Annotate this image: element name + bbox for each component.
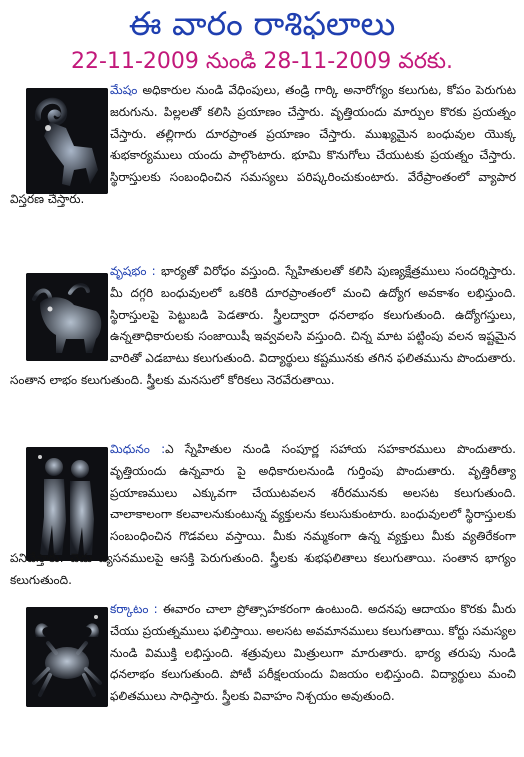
sign-prediction-text: ఈవారం చాలా ప్రోత్సాహకరంగా ఉంటుంది. అదనపు ఆదాయం కొరకు మీరు చేయు ప్రయత్నములు ఫలిస్తాయి. అలసట అవమానములు కలుగుతాయి. కోర్టు సమస్యల నుండి విముక్తి లభిస్తుంది. శత్రువులు మిత్రులుగా మారుతారు. భార్య తరుపు నుండి ధనలాభం కలుగుతుంది. పోటీ పరీక్షలయందు విజయం లభిస్తుంది. విద్యార్థులు మంచి ఫలితములు సాధిస్తారు. స్త్రీలకు వివాహం నిశ్చయం అవుతుంది.	[110, 602, 516, 704]
sign-text-block	[10, 599, 516, 708]
sign-label-taurus: వృషభం :	[110, 264, 156, 278]
page-title: ఈ వారం రాశిఫలాలు	[128, 4, 396, 43]
sign-prediction-text: ఎ స్నేహితుల నుండి సంపూర్ణ సహాయ సహకారములు పొందుతారు. వృత్తియందు ఉన్నవారు పై అధికారులనుండి గుర్తింపు పొందుతారు. వృత్తిరీత్యా ప్రయాణములు ఎక్కువగా చేయుటవలన శరీరమునకు అలసట కలుగుతుంది. చాలాకాలంగా కలవాలనుకుంటున్న వ్యక్తులను కలుసుకుంటారు. బంధువులలో స్థిరాస్తులకు సంబంధించిన గొడవలు వస్తాయి. మీకు నమ్మకంగా ఉన్న వ్యక్తులు మీకు వ్యతిరేకంగా పనిచేస్తారు. చెడు వ్యసనములపై ఆసక్తి పెరుగుతుంది. స్త్రీలకు శుభఫలితాలు కలుగుతాయి. సంతాన భాగ్యం కలుగుతుంది.	[10, 442, 516, 587]
sign-label-cancer: కర్కాటం :	[110, 602, 158, 616]
sign-text-block	[10, 439, 516, 592]
sign-prediction-text: అధికారుల నుండి వేధింపులు, తండ్రి గార్కి అనారోగ్యం కలుగుట, కోపం పెరుగుట జరుగును. పిల్లలతో కలిసి ప్రయాణం చేస్తారు. వృత్తియందు మార్పుల కొరకు ప్రయత్నం చేస్తారు. తల్లిగారు దూరప్రాంత ప్రయాణం చేస్తారు. ముఖ్యమైన బంధువుల యొక్క శుభకార్యములు యందు పాల్గొంటారు. భూమి కొనుగోలు చేయుటకు ప్రయత్నం చేస్తారు. స్థిరాస్తులకు సంబంధించిన సమస్యలు పరిష్కరించుకుంటారు. వేరేప్రాంతంలో వ్యాపార విస్తరణ చేస్తారు.	[10, 83, 516, 206]
sign-label-gemini: మిధునం :	[110, 442, 166, 456]
date-range: 22-11-2009 నుండి 28-11-2009 వరకు.	[71, 49, 453, 74]
sign-label-aries: మేషం	[110, 83, 138, 97]
sign-text-block	[10, 80, 516, 211]
sign-text-block	[10, 261, 516, 392]
sign-prediction-text: భార్యతో విరోధం వస్తుంది. స్నేహితులతో కలిసి పుణ్యక్షేత్రములు సందర్శిస్తారు. మీ దగ్గరి బంధువులలో ఒకరికి దూరప్రాంతంలో మంచి ఉద్యోగ అవకాశం లభిస్తుంది. స్థిరాస్తులపై పెట్టుబడి పెడతారు. స్త్రీలద్వారా ధనలాభం కలుగుతుంది. ఉద్యోగస్తులు, ఉన్నతాధికారులకు సంజాయిషీ ఇవ్వవలసి వస్తుంది. చిన్న మాట పట్టింపు వలన ఇష్టమైన వారితో ఎడబాటు కలుగుతుంది. విద్యార్థులు కష్టమునకు తగిన ఫలితమును పొందుతారు. సంతాన లాభం కలుగుతుంది. స్త్రీలకు మనసులో కోరికలు నెరవేరుతాయి.	[10, 264, 516, 387]
